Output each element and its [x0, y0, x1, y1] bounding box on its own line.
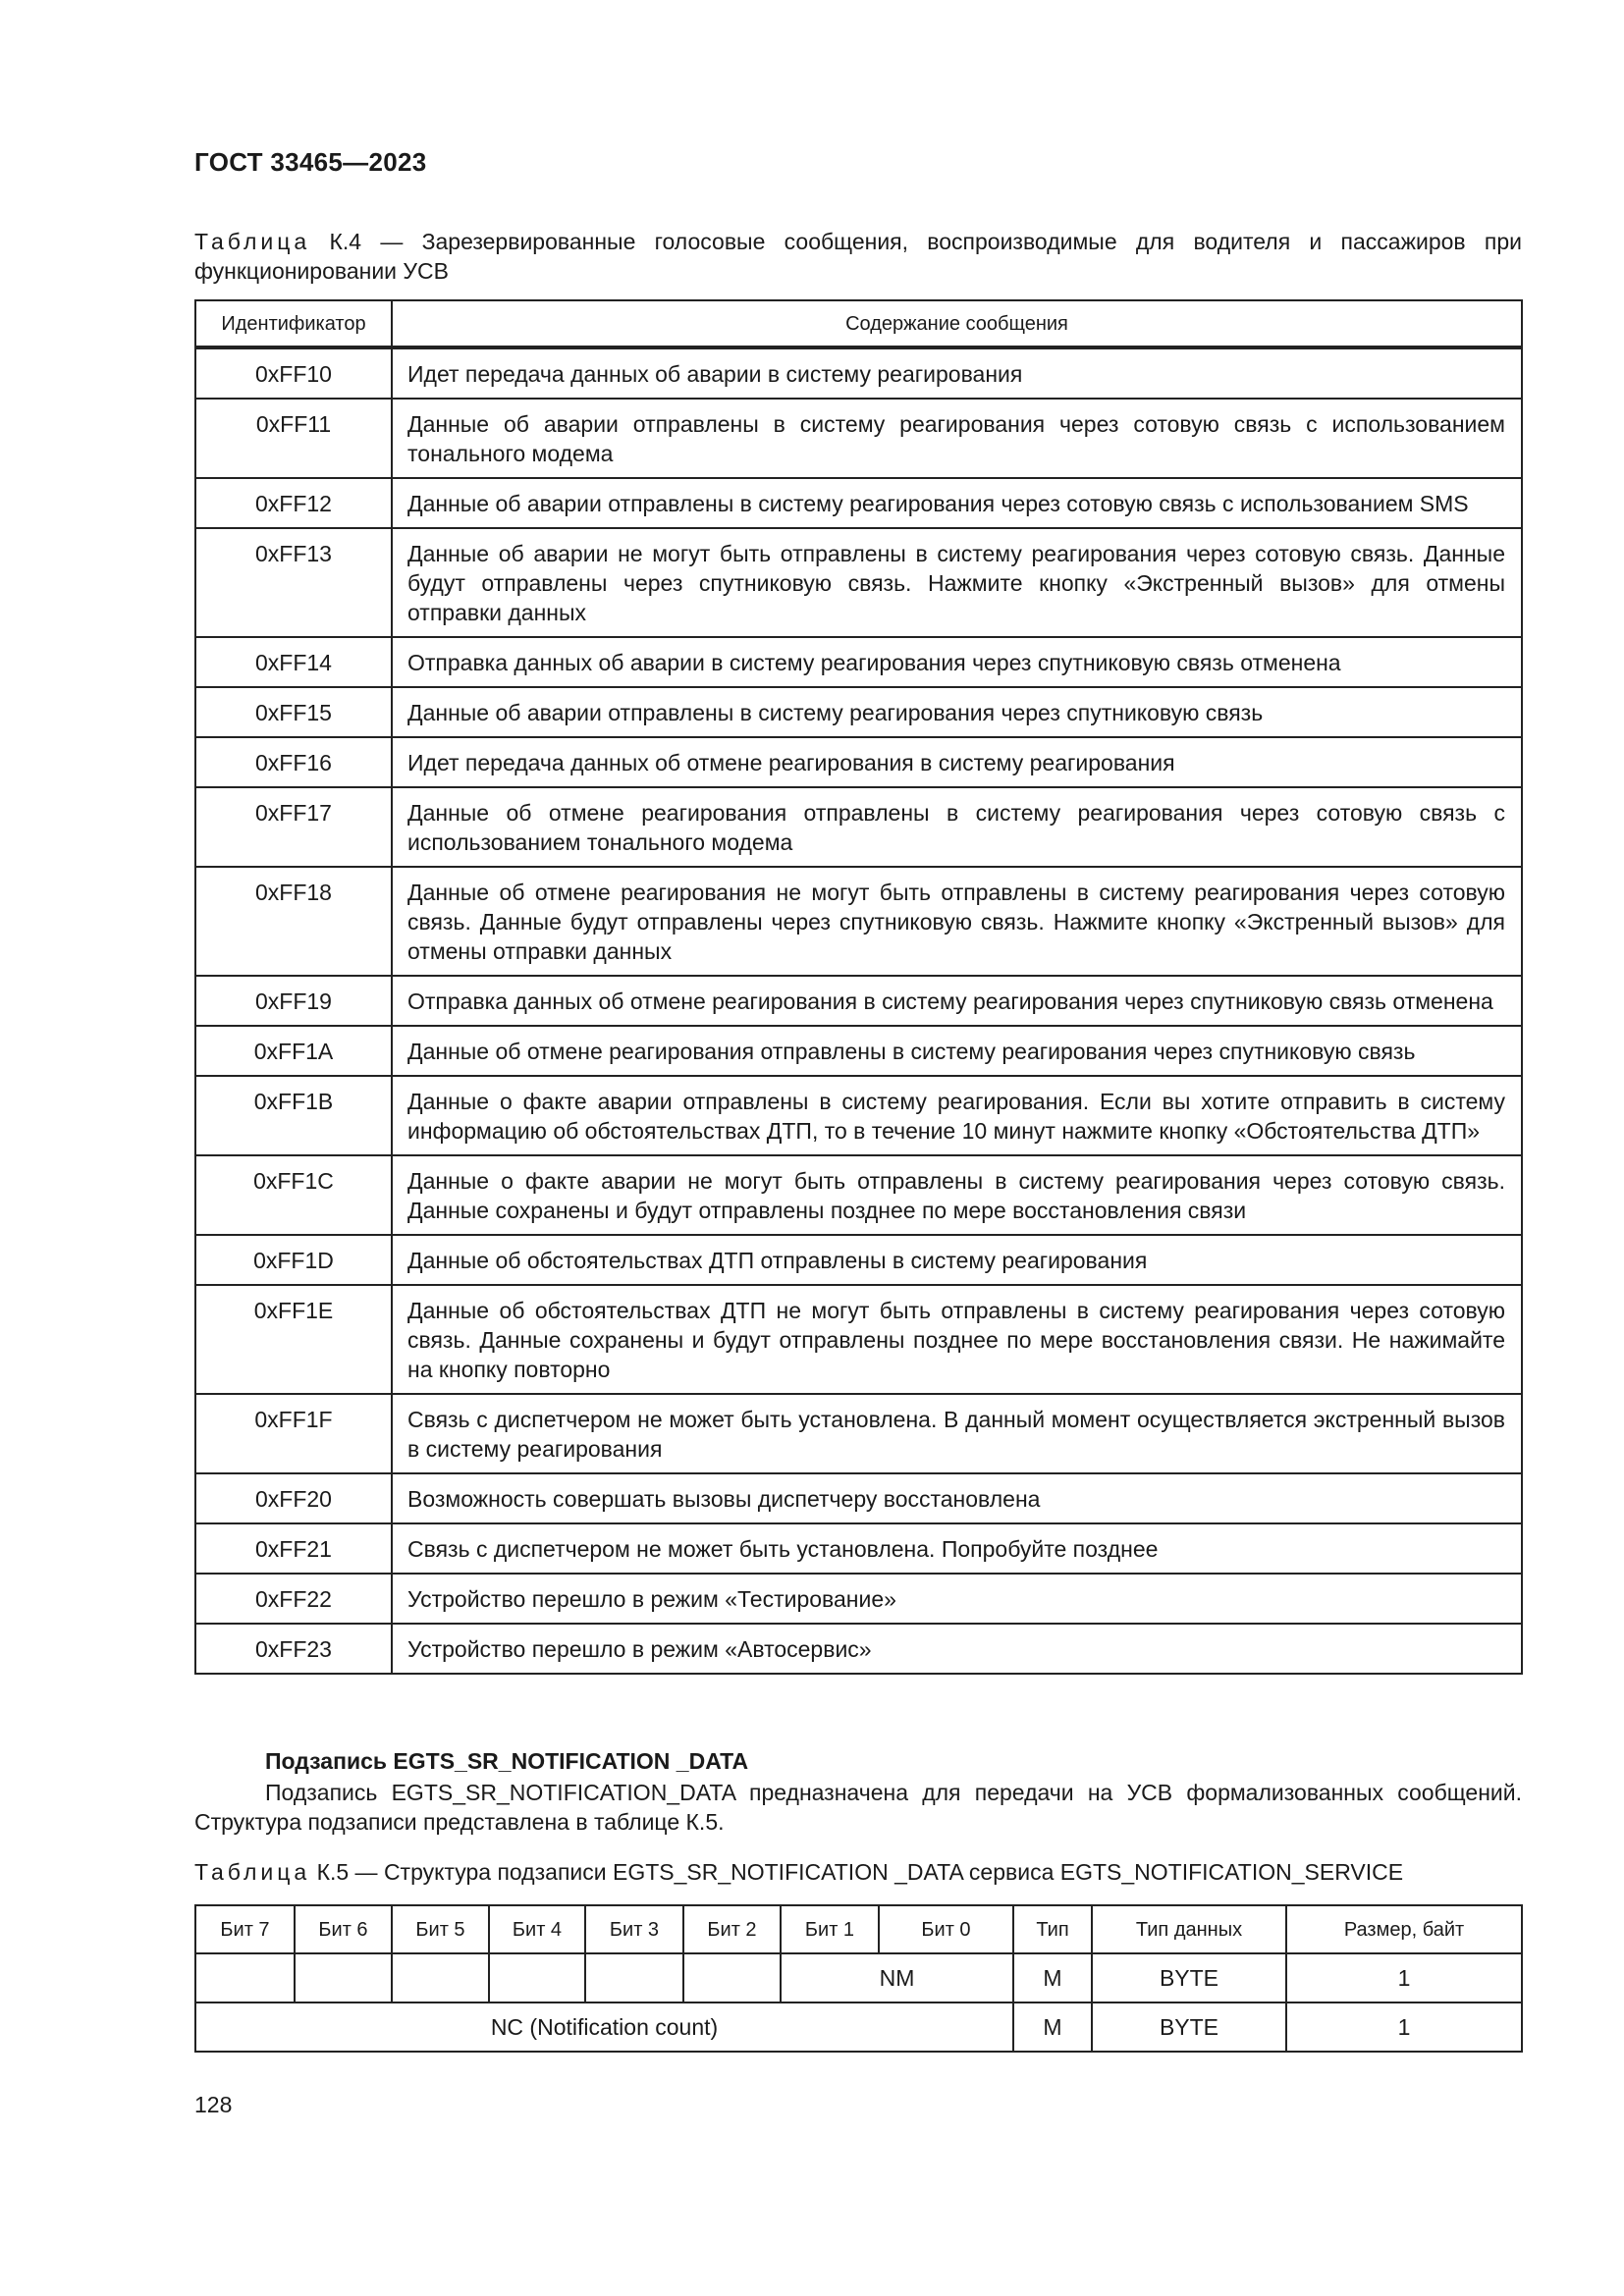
- message-text-cell: Данные об отмене реагирования отправлены в систему реагирования через спутниковую связь: [392, 1026, 1522, 1076]
- table-row: [195, 867, 1522, 976]
- standard-header: ГОСТ 33465—2023: [194, 147, 427, 177]
- field-nc: NC (Notification count): [195, 2002, 1013, 2052]
- table-row: [195, 1285, 1522, 1394]
- table-row: [195, 1473, 1522, 1523]
- message-text-cell: Данные об обстоятельствах ДТП отправлены в систему реагирования: [392, 1235, 1522, 1285]
- table-row: [195, 1394, 1522, 1473]
- table-row: [195, 1953, 1522, 2002]
- table-row: [195, 1523, 1522, 1574]
- caption-text: К.5 — Структура подзаписи EGTS_SR_NOTIFICATION _DATA сервиса EGTS_NOTIFICATION_SERVICE: [310, 1859, 1404, 1885]
- table-row: [195, 478, 1522, 528]
- message-id-cell: 0xFF13: [195, 528, 392, 637]
- table-row: [195, 528, 1522, 637]
- message-id-cell: 0xFF22: [195, 1574, 392, 1624]
- message-id-cell: 0xFF14: [195, 637, 392, 687]
- column-header-message: Содержание сообщения: [392, 300, 1522, 347]
- message-id-cell: 0xFF16: [195, 737, 392, 787]
- subrecord-title: Подзапись EGTS_SR_NOTIFICATION _DATA: [265, 1748, 749, 1774]
- table-row: [195, 399, 1522, 478]
- message-id-cell: 0xFF23: [195, 1624, 392, 1674]
- column-header-bit1: Бит 1: [781, 1905, 879, 1953]
- message-text-cell: Данные об аварии отправлены в систему реагирования через сотовую связь с использованием тонального модема: [392, 399, 1522, 478]
- table-row: [195, 687, 1522, 737]
- message-text-cell: Данные об аварии отправлены в систему реагирования через сотовую связь с использованием SMS: [392, 478, 1522, 528]
- column-header-bit3: Бит 3: [585, 1905, 683, 1953]
- table-k5: [194, 1904, 1523, 2053]
- message-text-cell: Данные об отмене реагирования отправлены в систему реагирования через сотовую связь с использованием тонального модема: [392, 787, 1522, 867]
- message-text-cell: Идет передача данных об аварии в систему реагирования: [392, 347, 1522, 399]
- message-id-cell: 0xFF20: [195, 1473, 392, 1523]
- message-id-cell: 0xFF21: [195, 1523, 392, 1574]
- message-text-cell: Устройство перешло в режим «Тестирование»: [392, 1574, 1522, 1624]
- table-row: [195, 1574, 1522, 1624]
- message-id-cell: 0xFF1A: [195, 1026, 392, 1076]
- column-header-bit2: Бит 2: [683, 1905, 781, 1953]
- message-id-cell: 0xFF1D: [195, 1235, 392, 1285]
- column-header-bit6: Бит 6: [295, 1905, 392, 1953]
- table-k4: [194, 299, 1523, 1675]
- table-k4-body: [195, 347, 1522, 1674]
- message-id-cell: 0xFF15: [195, 687, 392, 737]
- empty-cell: [295, 1953, 392, 2002]
- table-row: [195, 787, 1522, 867]
- message-text-cell: Отправка данных об отмене реагирования в систему реагирования через спутниковую связь отменена: [392, 976, 1522, 1026]
- message-id-cell: 0xFF12: [195, 478, 392, 528]
- table-header-row: [195, 1905, 1522, 1953]
- message-id-cell: 0xFF19: [195, 976, 392, 1026]
- message-text-cell: Связь с диспетчером не может быть установлена. Попробуйте позднее: [392, 1523, 1522, 1574]
- message-text-cell: Возможность совершать вызовы диспетчеру восстановлена: [392, 1473, 1522, 1523]
- table-row: [195, 737, 1522, 787]
- caption-text: К.4 — Зарезервированные голосовые сообщения, воспроизводимые для водителя и пассажиров при функционировании УСВ: [194, 229, 1522, 284]
- message-id-cell: 0xFF11: [195, 399, 392, 478]
- table-k5-caption: [194, 1857, 1522, 1887]
- empty-cell: [683, 1953, 781, 2002]
- table-row: [195, 1235, 1522, 1285]
- message-text-cell: Связь с диспетчером не может быть установлена. В данный момент осуществляется экстренный вызов в систему реагирования: [392, 1394, 1522, 1473]
- table-row: [195, 1026, 1522, 1076]
- empty-cell: [392, 1953, 489, 2002]
- message-text-cell: Данные об аварии не могут быть отправлены в систему реагирования через сотовую связь. Данные будут отправлены через спутниковую связь. Нажмите кнопку «Экстренный вызов» для отмены отправки данных: [392, 528, 1522, 637]
- message-id-cell: 0xFF1F: [195, 1394, 392, 1473]
- table-row: [195, 637, 1522, 687]
- column-header-type: Тип: [1013, 1905, 1092, 1953]
- empty-cell: [585, 1953, 683, 2002]
- field-nm: NM: [781, 1953, 1013, 2002]
- caption-prefix: Таблица: [194, 229, 311, 254]
- empty-cell: [195, 1953, 295, 2002]
- message-text-cell: Данные об аварии отправлены в систему реагирования через спутниковую связь: [392, 687, 1522, 737]
- message-text-cell: Данные о факте аварии отправлены в систему реагирования. Если вы хотите отправить в систему информацию об обстоятельствах ДТП, то в течение 10 минут нажмите кнопку «Обстоятельства ДТП»: [392, 1076, 1522, 1155]
- message-text-cell: Данные о факте аварии не могут быть отправлены в систему реагирования через сотовую связь. Данные сохранены и будут отправлены позднее по мере восстановления связи: [392, 1155, 1522, 1235]
- table-row: [195, 1624, 1522, 1674]
- table-header-row: [195, 300, 1522, 347]
- table-row: [195, 347, 1522, 399]
- field-type: M: [1013, 1953, 1092, 2002]
- field-size: 1: [1286, 2002, 1522, 2052]
- column-header-bit0: Бит 0: [879, 1905, 1013, 1953]
- column-header-bit5: Бит 5: [392, 1905, 489, 1953]
- table-row: [195, 976, 1522, 1026]
- message-id-cell: 0xFF1B: [195, 1076, 392, 1155]
- message-id-cell: 0xFF1E: [195, 1285, 392, 1394]
- column-header-data-type: Тип данных: [1092, 1905, 1286, 1953]
- page-number: 128: [194, 2092, 233, 2117]
- message-id-cell: 0xFF18: [195, 867, 392, 976]
- field-data-type: BYTE: [1092, 1953, 1286, 2002]
- message-id-cell: 0xFF17: [195, 787, 392, 867]
- column-header-size: Размер, байт: [1286, 1905, 1522, 1953]
- table-k4-caption: [194, 227, 1522, 286]
- caption-prefix: Таблица: [194, 1859, 311, 1885]
- field-size: 1: [1286, 1953, 1522, 2002]
- column-header-id: Идентификатор: [195, 300, 392, 347]
- table-row: [195, 2002, 1522, 2052]
- empty-cell: [489, 1953, 585, 2002]
- field-type: M: [1013, 2002, 1092, 2052]
- message-id-cell: 0xFF1C: [195, 1155, 392, 1235]
- table-row: [195, 1155, 1522, 1235]
- column-header-bit7: Бит 7: [195, 1905, 295, 1953]
- message-text-cell: Идет передача данных об отмене реагирования в систему реагирования: [392, 737, 1522, 787]
- field-data-type: BYTE: [1092, 2002, 1286, 2052]
- message-text-cell: Устройство перешло в режим «Автосервис»: [392, 1624, 1522, 1674]
- message-text-cell: Данные об обстоятельствах ДТП не могут быть отправлены в систему реагирования через сотовую связь. Данные сохранены и будут отправлены позднее по мере восстановления связи. Не нажимайте на кнопку повторно: [392, 1285, 1522, 1394]
- message-id-cell: 0xFF10: [195, 347, 392, 399]
- table-row: [195, 1076, 1522, 1155]
- message-text-cell: Отправка данных об аварии в систему реагирования через спутниковую связь отменена: [392, 637, 1522, 687]
- subrecord-description: Подзапись EGTS_SR_NOTIFICATION_DATA предназначена для передачи на УСВ формализованных сообщений. Структура подзаписи представлена в таблице К.5.: [194, 1780, 1522, 1835]
- message-text-cell: Данные об отмене реагирования не могут быть отправлены в систему реагирования через сотовую связь. Данные будут отправлены через спутниковую связь. Нажмите кнопку «Экстренный вызов» для отмены отправки данных: [392, 867, 1522, 976]
- column-header-bit4: Бит 4: [489, 1905, 585, 1953]
